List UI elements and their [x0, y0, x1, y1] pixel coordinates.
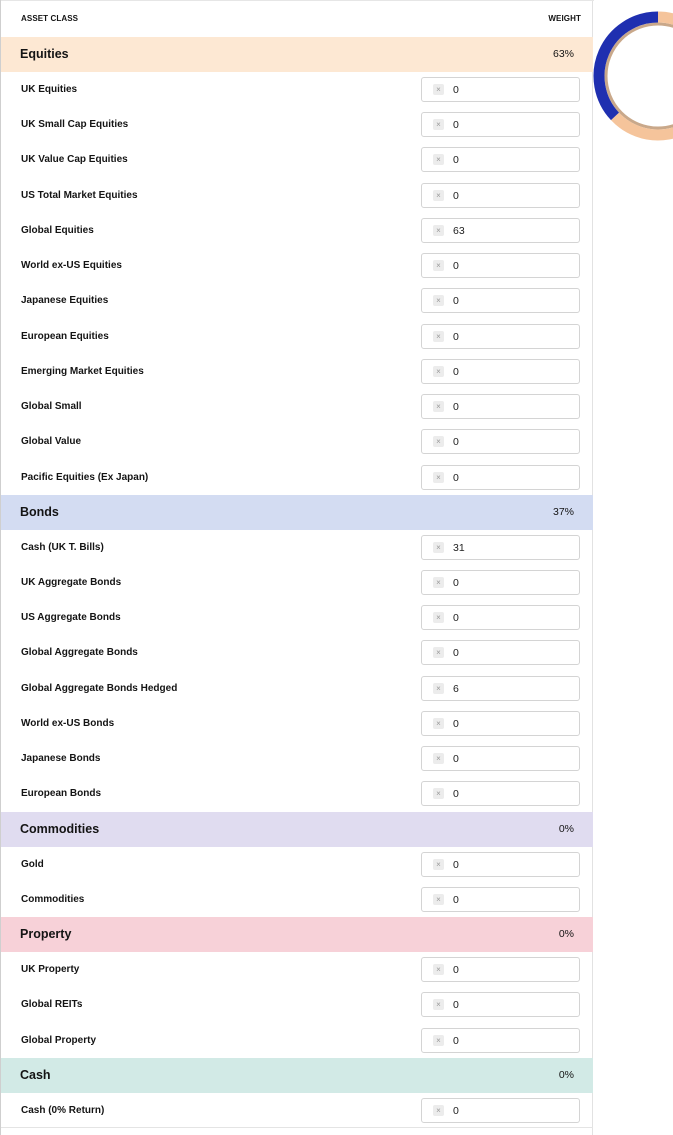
weight-input[interactable]	[421, 992, 580, 1017]
weight-value[interactable]: 0	[453, 647, 459, 660]
weight-value[interactable]: 0	[453, 260, 459, 273]
weight-input[interactable]	[421, 359, 580, 384]
weight-value[interactable]: 31	[453, 541, 465, 554]
weight-input[interactable]	[421, 112, 580, 137]
asset-label: UK Aggregate Bonds	[21, 576, 122, 588]
clear-x-icon[interactable]: ×	[433, 119, 444, 130]
weight-value[interactable]: 0	[453, 154, 459, 167]
asset-label: UK Value Cap Equities	[21, 154, 128, 166]
table-row	[1, 354, 593, 389]
group-row-property	[1, 917, 593, 952]
table-row	[1, 635, 593, 670]
table-bottom-border	[1, 1127, 593, 1128]
clear-x-icon[interactable]: ×	[433, 859, 444, 870]
weight-value[interactable]: 0	[453, 576, 459, 589]
weight-value[interactable]: 6	[453, 682, 459, 695]
table-row	[1, 248, 593, 283]
asset-label: Cash (UK T. Bills)	[21, 541, 104, 553]
table-row	[1, 142, 593, 177]
table-row	[1, 847, 593, 882]
group-weight: 0%	[558, 928, 574, 941]
table-row	[1, 882, 593, 917]
weight-input[interactable]	[421, 605, 580, 630]
weight-input[interactable]	[421, 429, 580, 454]
clear-x-icon[interactable]: ×	[433, 366, 444, 377]
clear-x-icon[interactable]: ×	[433, 999, 444, 1010]
table-row	[1, 283, 593, 318]
clear-x-icon[interactable]: ×	[433, 401, 444, 412]
asset-label: Cash (0% Return)	[21, 1104, 105, 1116]
group-row-commodities	[1, 812, 593, 847]
table-row	[1, 1023, 593, 1058]
weight-value[interactable]: 0	[453, 471, 459, 484]
table-row	[1, 987, 593, 1022]
weight-value[interactable]: 0	[453, 1104, 459, 1117]
table-row	[1, 530, 593, 565]
clear-x-icon[interactable]: ×	[433, 295, 444, 306]
asset-label: US Aggregate Bonds	[21, 612, 121, 624]
weight-value[interactable]: 0	[453, 1034, 459, 1047]
clear-x-icon[interactable]: ×	[433, 260, 444, 271]
weight-input[interactable]	[421, 394, 580, 419]
asset-label: UK Equities	[21, 84, 78, 95]
asset-label: Global Value	[21, 436, 82, 448]
group-row-equities	[1, 37, 593, 72]
clear-x-icon[interactable]: ×	[433, 894, 444, 905]
weight-input[interactable]	[421, 746, 580, 771]
clear-x-icon[interactable]: ×	[433, 154, 444, 165]
asset-label: Global REITs	[21, 999, 83, 1011]
group-row-cash	[1, 1058, 593, 1093]
asset-label: Global Aggregate Bonds Hedged	[21, 682, 178, 694]
asset-label: Global Small	[21, 401, 82, 413]
weight-input[interactable]	[421, 1098, 580, 1123]
clear-x-icon[interactable]: ×	[433, 964, 444, 975]
weight-input[interactable]	[421, 676, 580, 701]
clear-x-icon[interactable]: ×	[433, 436, 444, 447]
table-row	[1, 178, 593, 213]
weight-value[interactable]: 0	[453, 612, 459, 625]
asset-label: European Bonds	[21, 788, 102, 800]
asset-label: UK Small Cap Equities	[21, 119, 129, 131]
table-row	[1, 706, 593, 741]
asset-label: Global Aggregate Bonds	[21, 647, 138, 659]
weight-value[interactable]: 0	[453, 119, 459, 132]
weight-value[interactable]: 0	[453, 189, 459, 202]
clear-x-icon[interactable]: ×	[433, 84, 444, 95]
weight-value[interactable]: 0	[453, 858, 459, 871]
table-row	[1, 460, 593, 495]
table-row	[1, 107, 593, 142]
weight-value[interactable]: 0	[453, 893, 459, 906]
weight-value[interactable]: 63	[453, 224, 465, 237]
table-header	[1, 3, 593, 36]
asset-label: US Total Market Equities	[21, 189, 138, 201]
group-name: Commodities	[20, 821, 100, 836]
asset-label: UK Property	[21, 964, 80, 976]
clear-x-icon[interactable]: ×	[433, 1105, 444, 1116]
table-row	[1, 1093, 593, 1128]
weight-value[interactable]: 0	[453, 401, 459, 414]
group-row-bonds	[1, 495, 593, 530]
weight-input[interactable]	[421, 1028, 580, 1053]
weight-input[interactable]	[421, 957, 580, 982]
weight-input[interactable]	[421, 147, 580, 172]
weight-value[interactable]: 0	[453, 964, 459, 977]
table-row	[1, 741, 593, 776]
weight-input[interactable]	[421, 640, 580, 665]
table-row	[1, 671, 593, 706]
clear-x-icon[interactable]: ×	[433, 788, 444, 799]
weight-input[interactable]	[421, 887, 580, 912]
clear-x-icon[interactable]: ×	[433, 577, 444, 588]
asset-label: Japanese Equities	[21, 295, 109, 307]
weight-value[interactable]: 0	[453, 717, 459, 730]
allocation-donut-chart	[593, 0, 673, 160]
weight-input[interactable]	[421, 77, 580, 102]
weight-input[interactable]	[421, 288, 580, 313]
table-row	[1, 389, 593, 424]
weight-input[interactable]	[421, 324, 580, 349]
clear-x-icon[interactable]: ×	[433, 753, 444, 764]
clear-x-icon[interactable]: ×	[433, 683, 444, 694]
table-row	[1, 72, 593, 107]
table-row	[1, 952, 593, 987]
clear-x-icon[interactable]: ×	[433, 647, 444, 658]
clear-x-icon[interactable]: ×	[433, 612, 444, 623]
header-asset-class: ASSET CLASS	[21, 14, 79, 23]
asset-label: Pacific Equities (Ex Japan)	[21, 471, 149, 483]
asset-label: Global Equities	[21, 224, 94, 236]
clear-x-icon[interactable]: ×	[433, 472, 444, 483]
weight-input[interactable]	[421, 465, 580, 490]
asset-label: Commodities	[21, 893, 85, 905]
weight-value[interactable]: 0	[453, 753, 459, 766]
group-name: Bonds	[20, 504, 59, 519]
weight-input[interactable]	[421, 781, 580, 806]
group-name: Cash	[20, 1067, 51, 1082]
weight-input[interactable]	[421, 852, 580, 877]
clear-x-icon[interactable]: ×	[433, 542, 444, 553]
asset-label: Gold	[21, 858, 44, 870]
clear-x-icon[interactable]: ×	[433, 225, 444, 236]
asset-label: World ex-US Bonds	[21, 717, 115, 729]
group-weight: 37%	[552, 505, 574, 518]
weight-value[interactable]: 0	[453, 436, 459, 449]
table-row	[1, 600, 593, 635]
table-row	[1, 213, 593, 248]
clear-x-icon[interactable]: ×	[433, 331, 444, 342]
weight-value[interactable]: 0	[453, 295, 459, 308]
group-name: Property	[20, 927, 72, 942]
table-row	[1, 776, 593, 811]
weight-input[interactable]	[421, 570, 580, 595]
weight-value[interactable]: 0	[453, 365, 459, 378]
weight-input[interactable]	[421, 253, 580, 278]
weight-value[interactable]: 0	[453, 330, 459, 343]
donut-svg	[593, 0, 673, 160]
asset-label: Emerging Market Equities	[21, 365, 144, 377]
asset-label: European Equities	[21, 330, 109, 342]
weight-input[interactable]	[421, 183, 580, 208]
clear-x-icon[interactable]: ×	[433, 190, 444, 201]
weight-input[interactable]	[421, 535, 580, 560]
weight-input[interactable]	[421, 711, 580, 736]
weight-value[interactable]: 0	[453, 788, 459, 801]
table-row	[1, 319, 593, 354]
group-weight: 0%	[558, 822, 574, 835]
weight-value[interactable]: 0	[453, 999, 459, 1012]
weight-value[interactable]: 0	[453, 84, 459, 96]
table-row	[1, 565, 593, 600]
asset-label: Japanese Bonds	[21, 753, 101, 765]
group-name: Equities	[20, 47, 69, 61]
header-weight: WEIGHT	[548, 14, 581, 23]
group-weight: 63%	[552, 48, 574, 60]
clear-x-icon[interactable]: ×	[433, 718, 444, 729]
group-weight: 0%	[558, 1068, 574, 1081]
asset-label: Global Property	[21, 1034, 97, 1046]
weight-input[interactable]	[421, 218, 580, 243]
asset-label: World ex-US Equities	[21, 260, 122, 272]
table-row	[1, 424, 593, 459]
clear-x-icon[interactable]: ×	[433, 1035, 444, 1046]
